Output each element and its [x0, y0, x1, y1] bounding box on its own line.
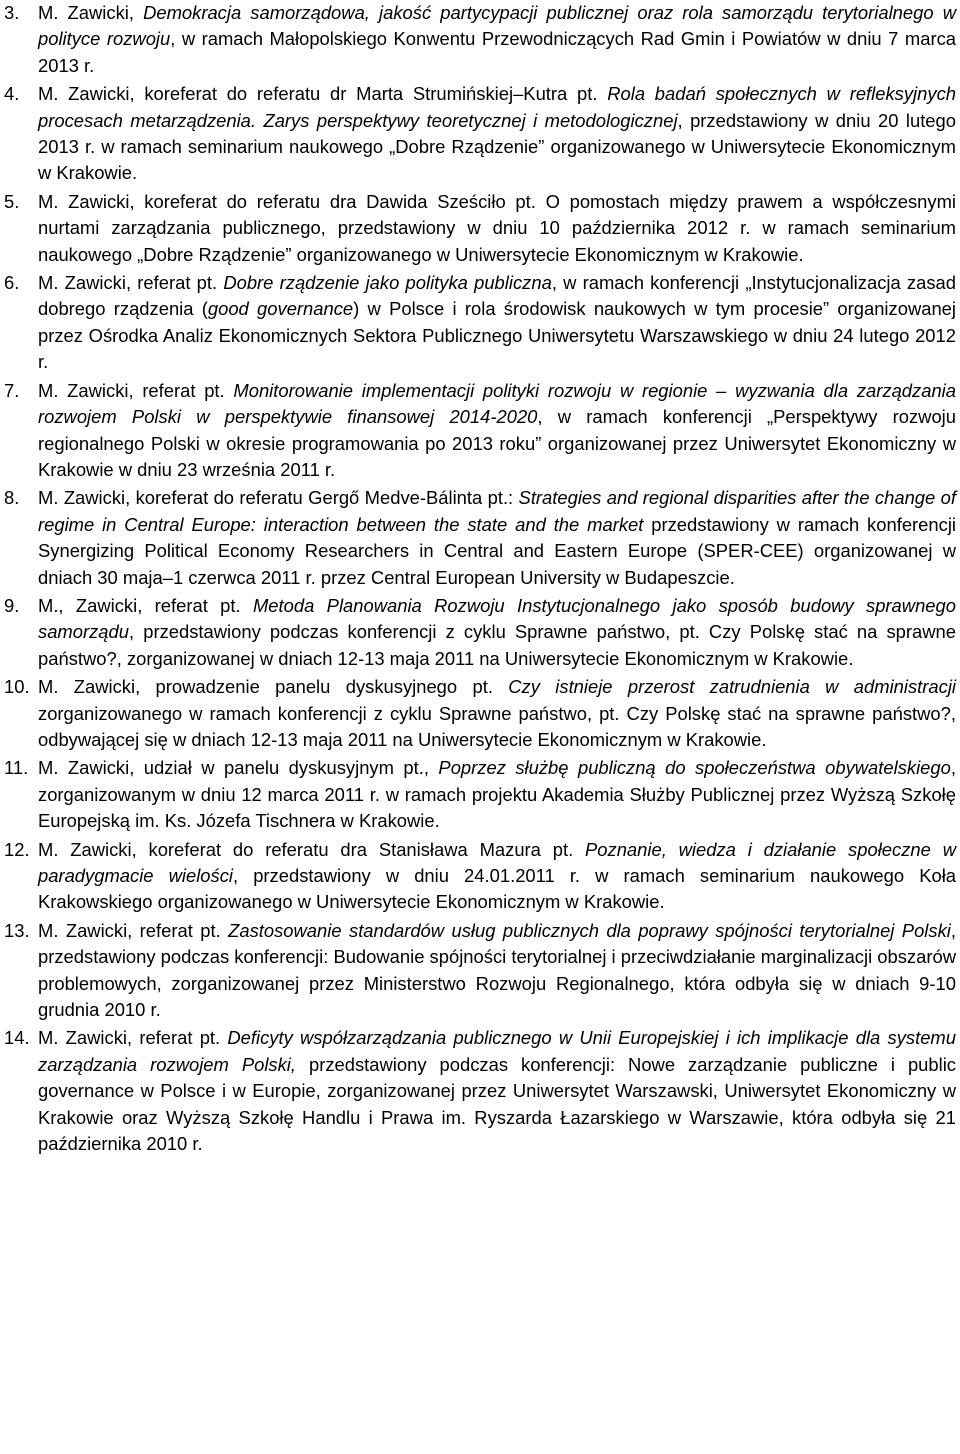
italic-title-text: good governance: [207, 298, 354, 320]
text-segment: M. Zawicki, referat pt.: [38, 1027, 228, 1049]
list-item-text: [38, 83, 956, 183]
list-item-number: 12.: [4, 838, 30, 860]
list-item-text: [38, 487, 956, 587]
text-segment: M. Zawicki, udział w panelu dyskusyjnym pt.,: [38, 757, 439, 779]
list-item-number: 3.: [4, 2, 20, 23]
list-item-number: 10.: [4, 676, 30, 698]
text-segment: ) w Polsce i rola środowisk naukowych w tym procesie” organizowanej przez Ośrodka Analiz Ekonomicznych Sektora Publicznego Uniwersytetu Warszawskiego w dniu 24 lutego 2012 r.: [38, 298, 956, 373]
text-segment: , w ramach Małopolskiego Konwentu Przewodniczących Rad Gmin i Powiatów w dniu 7 marca 2013 r.: [38, 28, 956, 76]
text-segment: , przedstawiony w dniu 20 lutego 2013 r. w ramach seminarium naukowego „Dobre Rządzenie” organizowanego w Uniwersytecie Ekonomicznym w Krakowie.: [38, 109, 956, 184]
text-segment: przedstawiony w ramach konferencji Synergizing Political Economy Researchers in Central and Eastern Europe (SPER-CEE) organizowanej w dniach 30 maja–1 czerwca 2011 r. przez Central European University w Budapeszcie.: [38, 513, 956, 588]
text-segment: zorganizowanego w ramach konferencji z cyklu Sprawne państwo, pt. Czy Polskę stać na sprawne państwo?, odbywającej się w dniach 12-13 maja 2011 na Uniwersytecie Ekonomicznym w Krakowie.: [38, 702, 956, 750]
list-item-text: [38, 191, 956, 265]
italic-title-text: Strategies and regional disparities after the change of regime in Central Europe: interaction between the state and the market: [38, 487, 956, 535]
list-item-number: 14.: [4, 1027, 30, 1049]
list-item: [4, 81, 956, 187]
text-segment: , w ramach konferencji „Instytucjonalizacja zasad dobrego rządzenia (: [38, 272, 956, 320]
list-item: [4, 485, 956, 591]
list-item: [4, 378, 956, 484]
list-item-number: 5.: [4, 190, 20, 212]
text-segment: , przedstawiony w dniu 24.01.2011 r. w ramach seminarium naukowego Koła Krakowskiego organizowanego w Uniwersytecie Ekonomicznym w Krakowie.: [38, 865, 957, 913]
list-item-text: [38, 595, 956, 669]
text-segment: , zorganizowanym w dniu 12 marca 2011 r. w ramach projektu Akademia Służby Publicznej przez Wyższą Szkołę Europejską im. Ks. Józefa Tischnera w Krakowie.: [38, 757, 956, 832]
list-item-text: [38, 839, 956, 913]
text-segment: M. Zawicki, koreferat do referatu dra Stanisława Mazura pt.: [38, 838, 586, 860]
italic-title-text: Demokracja samorządowa, jakość partycypacji publicznej oraz rola samorządu terytorialnego w polityce rozwoju: [38, 2, 956, 50]
publication-list: [4, 0, 956, 1157]
list-item-number: 7.: [4, 379, 20, 401]
italic-title-text: Metoda Planowania Rozwoju Instytucjonalnego jako sposób budowy sprawnego samorządu: [38, 594, 956, 643]
list-item: [4, 593, 956, 672]
list-item-text: [38, 1027, 956, 1154]
list-item-text: [38, 380, 956, 480]
list-item: [4, 674, 956, 753]
text-segment: M. Zawicki, koreferat do referatu dr Marta Strumińskiej–Kutra pt.: [38, 83, 608, 105]
text-segment: M. Zawicki, referat pt.: [38, 272, 224, 294]
list-item-number: 13.: [4, 919, 30, 941]
list-item: [4, 918, 956, 1024]
text-segment: M. Zawicki, referat pt.: [38, 379, 234, 401]
list-item-number: 4.: [4, 83, 20, 105]
italic-title-text: Zastosowanie standardów usług publicznych dla poprawy spójności terytorialnej Polski: [228, 919, 951, 941]
italic-title-text: Poprzez służbę publiczną do społeczeństwa obywatelskiego: [438, 757, 951, 779]
list-item-number: 11.: [4, 757, 29, 779]
text-segment: M., Zawicki, referat pt.: [38, 594, 253, 616]
italic-title-text: Czy istnieje przerost zatrudnienia w administracji: [508, 676, 957, 698]
text-segment: przedstawiony podczas konferencji: Nowe zarządzanie publiczne i public governance w Polsce i w Europie, zorganizowanej przez Uniwersytet Warszawski, Uniwersytet Ekonomiczny w Krakowie oraz Wyższą Szkołę Handlu i Prawa im. Ryszarda Łazarskiego w Warszawie, która odbyła się 21 października 2010 r.: [38, 1053, 956, 1155]
list-item-number: 8.: [4, 487, 20, 509]
italic-title-text: Rola badań społecznych w refleksyjnych procesach metarządzenia. Zarys perspektywy teoretycznej i metodologicznej: [38, 83, 956, 131]
text-segment: M. Zawicki,: [38, 2, 144, 23]
italic-title-text: Dobre rządzenie jako polityka publiczna: [223, 272, 552, 294]
list-item-text: [38, 676, 956, 750]
text-segment: , przedstawiony podczas konferencji: Budowanie spójności terytorialnej i przeciwdziałanie marginalizacji obszarów problemowych, zorganizowanej przez Ministerstwo Rozwoju Regionalnego, która odbyła się w dniach 9-10 grudnia 2010 r.: [38, 919, 956, 1021]
list-item-text: [38, 920, 956, 1020]
text-segment: , przedstawiony podczas konferencji z cyklu Sprawne państwo, pt. Czy Polskę stać na sprawne państwo?, zorganizowanej w dniach 12-13 maja 2011 na Uniwersytecie Ekonomicznym w Krakowie.: [38, 621, 956, 669]
list-item: [4, 1025, 956, 1157]
list-item-number: 9.: [4, 594, 20, 616]
text-segment: M. Zawicki, referat pt.: [38, 919, 229, 941]
list-item: [4, 837, 956, 916]
text-segment: , w ramach konferencji „Perspektywy rozwoju regionalnego Polski w okresie programowania po 2013 roku” organizowanej przez Uniwersytet Ekonomiczny w Krakowie w dniu 23 września 2011 r.: [38, 406, 956, 480]
list-item-text: [38, 2, 956, 76]
list-item-number: 6.: [4, 272, 20, 294]
list-item: [4, 189, 956, 268]
list-item-text: [38, 757, 956, 831]
list-item: [4, 0, 956, 79]
list-item: [4, 755, 956, 834]
italic-title-text: Deficyty współzarządzania publicznego w Unii Europejskiej i ich implikacje dla systemu zarządzania rozwojem Polski,: [38, 1027, 956, 1075]
list-item: [4, 270, 956, 376]
text-segment: M. Zawicki, koreferat do referatu dra Dawida Sześciło pt. O pomostach między prawem a współczesnymi nurtami zarządzania publicznego, przedstawiony w dniu 10 października 2012 r. w ramach seminarium naukowego „Dobre Rządzenie” organizowanego w Uniwersytecie Ekonomicznym w Krakowie.: [38, 190, 956, 265]
italic-title-text: Poznanie, wiedza i działanie społeczne w paradygmacie wielości: [38, 838, 956, 886]
italic-title-text: Monitorowanie implementacji polityki rozwoju w regionie – wyzwania dla zarządzania rozwojem Polski w perspektywie finansowej 2014-2020: [38, 379, 956, 428]
text-segment: M. Zawicki, prowadzenie panelu dyskusyjnego pt.: [38, 676, 509, 698]
text-segment: M. Zawicki, koreferat do referatu Gergő Medve-Bálinta pt.:: [38, 487, 519, 509]
list-item-text: [38, 272, 956, 372]
